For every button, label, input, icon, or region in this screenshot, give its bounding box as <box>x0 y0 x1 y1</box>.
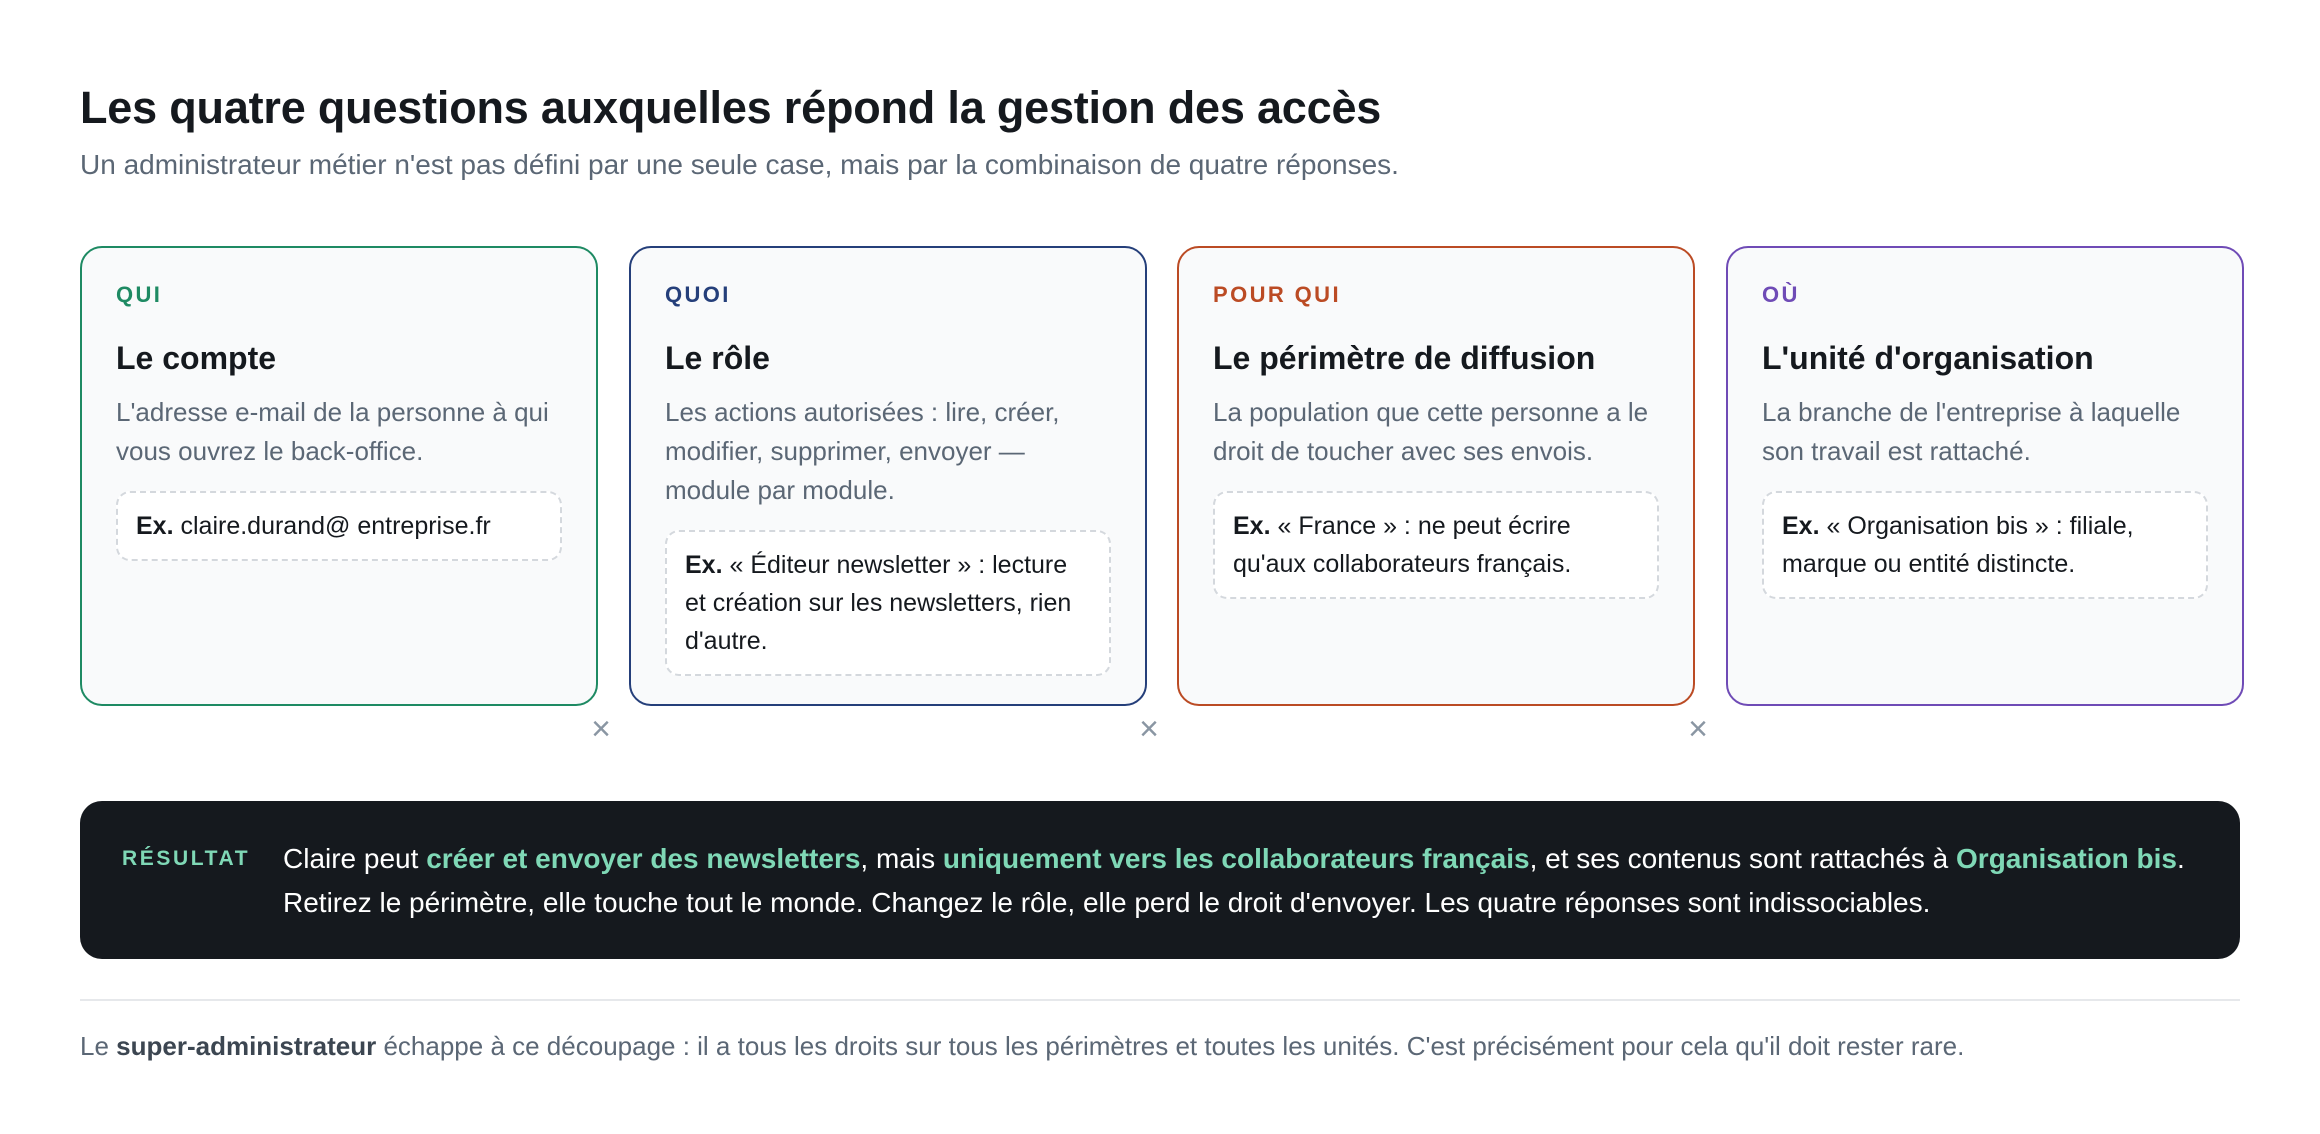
result-highlight: uniquement vers les collaborateurs français <box>942 843 1530 874</box>
result-banner <box>80 801 2240 959</box>
footnote-emphasis: super-administrateur <box>116 1031 377 1061</box>
card-example <box>665 530 1111 676</box>
result-text-part: Claire peut <box>283 843 427 874</box>
card-tag: POUR QUI <box>1213 282 1341 307</box>
footnote-suffix: échappe à ce découpage : il a tous les droits sur tous les périmètres et toutes les unités. C'est précisément pour cela qu'il doit rester rare. <box>376 1031 1965 1061</box>
multiply-icon: × <box>1688 710 1708 748</box>
result-text-part: , mais <box>860 843 943 874</box>
example-prefix: Ex. <box>136 512 174 540</box>
card-tag: OÙ <box>1762 282 1800 307</box>
card-ou <box>1726 246 2244 706</box>
card-description: La branche de l'entreprise à laquelle son travail est rattaché. <box>1762 397 2181 466</box>
divider <box>80 999 2240 1001</box>
card-qui <box>80 246 598 706</box>
example-prefix: Ex. <box>1233 512 1271 540</box>
footnote <box>80 1031 1964 1062</box>
result-text <box>283 837 2203 925</box>
example-prefix: Ex. <box>685 551 723 579</box>
result-label: RÉSULTAT <box>122 847 251 870</box>
multiply-icon: × <box>1139 710 1159 748</box>
card-tag: QUOI <box>665 282 731 307</box>
example-text: claire.durand@ entreprise.fr <box>180 512 491 540</box>
card-description: La population que cette personne a le droit de toucher avec ses envois. <box>1213 397 1649 466</box>
card-example <box>1213 491 1659 599</box>
card-title: L'unité d'organisation <box>1762 340 2094 376</box>
card-title: Le périmètre de diffusion <box>1213 340 1596 376</box>
card-tag: QUI <box>116 282 163 307</box>
card-title: Le rôle <box>665 340 770 376</box>
result-highlight: Organisation bis <box>1956 843 2177 874</box>
card-example <box>116 491 562 561</box>
example-text: « Organisation bis » : filiale, marque ou entité distincte. <box>1782 512 2134 578</box>
multiply-icon: × <box>591 710 611 748</box>
page-subtitle: Un administrateur métier n'est pas défini par une seule case, mais par la combinaison de quatre réponses. <box>80 149 1399 180</box>
example-text: « Éditeur newsletter » : lecture et création sur les newsletters, rien d'autre. <box>685 551 1072 655</box>
card-description: Les actions autorisées : lire, créer, modifier, supprimer, envoyer — module par module. <box>665 397 1060 505</box>
example-prefix: Ex. <box>1782 512 1820 540</box>
card-quoi <box>629 246 1147 706</box>
page-title: Les quatre questions auxquelles répond la gestion des accès <box>80 82 1382 133</box>
result-highlight: créer et envoyer des newsletters <box>426 843 861 874</box>
question-cards <box>80 246 2240 748</box>
example-text: « France » : ne peut écrire qu'aux collaborateurs français. <box>1233 512 1572 578</box>
card-pour-qui <box>1177 246 1695 706</box>
footnote-prefix: Le <box>80 1031 117 1061</box>
card-description: L'adresse e-mail de la personne à qui vous ouvrez le back-office. <box>116 397 549 466</box>
card-title: Le compte <box>116 340 277 376</box>
result-text-part: . Retirez le périmètre, elle touche tout le monde. Changez le rôle, elle perd le droit d'envoyer. Les quatre réponses sont indissociables. <box>283 843 2185 918</box>
card-example <box>1762 491 2208 599</box>
result-text-part: , et ses contenus sont rattachés à <box>1529 843 1957 874</box>
